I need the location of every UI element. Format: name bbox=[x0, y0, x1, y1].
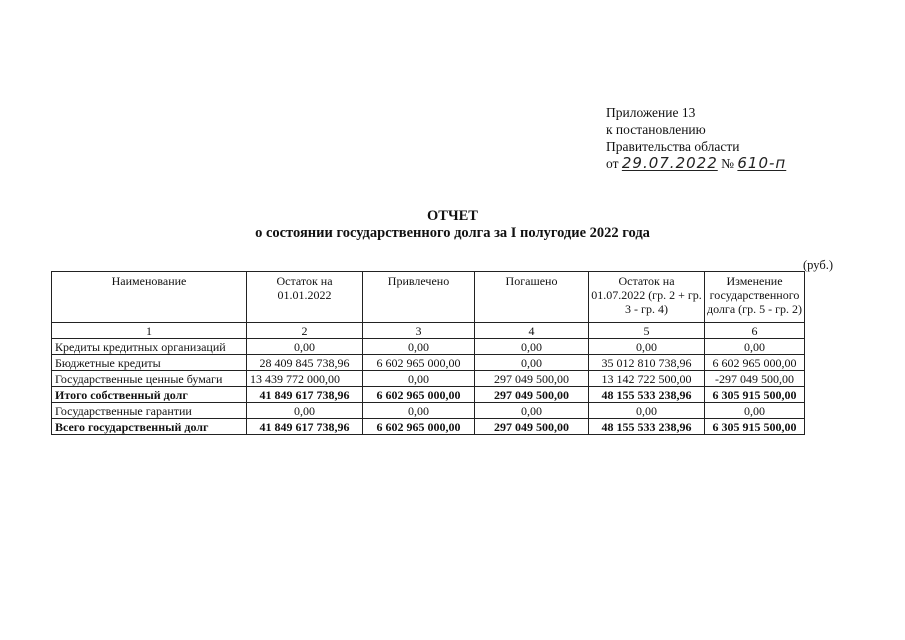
annex-line-resolution: к постановлению bbox=[606, 122, 706, 137]
header-balance-start: Остаток на 01.01.2022 bbox=[247, 272, 363, 323]
cell-balance-end: 35 012 810 738,96 bbox=[589, 355, 705, 371]
column-number: 6 bbox=[705, 323, 805, 339]
cell-repaid: 0,00 bbox=[475, 403, 589, 419]
cell-balance-end: 13 142 722 500,00 bbox=[589, 371, 705, 387]
cell-balance-start: 0,00 bbox=[247, 339, 363, 355]
cell-change: 6 305 915 500,00 bbox=[705, 387, 805, 403]
cell-balance-start: 28 409 845 738,96 bbox=[247, 355, 363, 371]
cell-attracted: 6 602 965 000,00 bbox=[363, 419, 475, 435]
column-number: 5 bbox=[589, 323, 705, 339]
handwritten-number: 610-п bbox=[737, 154, 787, 172]
row-name: Всего государственный долг bbox=[52, 419, 247, 435]
units-label: (руб.) bbox=[803, 258, 833, 272]
cell-attracted: 6 602 965 000,00 bbox=[363, 387, 475, 403]
cell-balance-end: 0,00 bbox=[589, 403, 705, 419]
table-row-total bbox=[52, 419, 805, 435]
cell-change: -297 049 500,00 bbox=[705, 371, 805, 387]
cell-balance-start: 0,00 bbox=[247, 403, 363, 419]
table-row-subtotal bbox=[52, 387, 805, 403]
annex-date-number-line bbox=[606, 155, 786, 172]
cell-repaid: 297 049 500,00 bbox=[475, 371, 589, 387]
cell-attracted: 0,00 bbox=[363, 403, 475, 419]
table-row bbox=[52, 403, 805, 419]
annex-block bbox=[606, 104, 786, 172]
annex-number-label: № bbox=[721, 156, 735, 171]
header-change: Изменение государственного долга (гр. 5 - гр. 2) bbox=[705, 272, 805, 323]
cell-repaid: 0,00 bbox=[475, 339, 589, 355]
cell-balance-start: 41 849 617 738,96 bbox=[247, 387, 363, 403]
annex-line-appendix: Приложение 13 bbox=[606, 105, 696, 120]
debt-report-table bbox=[51, 271, 805, 435]
cell-change: 6 602 965 000,00 bbox=[705, 355, 805, 371]
cell-repaid: 0,00 bbox=[475, 355, 589, 371]
header-name: Наименование bbox=[52, 272, 247, 323]
column-number: 4 bbox=[475, 323, 589, 339]
column-numbers-row bbox=[52, 323, 805, 339]
row-name: Итого собственный долг bbox=[52, 387, 247, 403]
column-number: 1 bbox=[52, 323, 247, 339]
cell-attracted: 0,00 bbox=[363, 371, 475, 387]
table-row bbox=[52, 355, 805, 371]
column-number: 3 bbox=[363, 323, 475, 339]
cell-balance-start: 41 849 617 738,96 bbox=[247, 419, 363, 435]
handwritten-date: 29.07.2022 bbox=[621, 154, 718, 172]
cell-balance-end: 48 155 533 238,96 bbox=[589, 387, 705, 403]
cell-attracted: 0,00 bbox=[363, 339, 475, 355]
cell-balance-end: 48 155 533 238,96 bbox=[589, 419, 705, 435]
row-name: Государственные ценные бумаги bbox=[52, 371, 247, 387]
annex-from-label: от bbox=[606, 156, 619, 171]
report-subheading: о состоянии государственного долга за I полугодие 2022 года bbox=[255, 225, 650, 241]
cell-attracted: 6 602 965 000,00 bbox=[363, 355, 475, 371]
cell-change: 0,00 bbox=[705, 403, 805, 419]
header-balance-end: Остаток на 01.07.2022 (гр. 2 + гр. 3 - гр. 4) bbox=[589, 272, 705, 323]
table-row bbox=[52, 339, 805, 355]
report-title-block bbox=[0, 208, 905, 242]
cell-change: 6 305 915 500,00 bbox=[705, 419, 805, 435]
annex-line-government: Правительства области bbox=[606, 139, 740, 154]
cell-repaid: 297 049 500,00 bbox=[475, 419, 589, 435]
column-number: 2 bbox=[247, 323, 363, 339]
header-repaid: Погашено bbox=[475, 272, 589, 323]
table-header-row bbox=[52, 272, 805, 323]
cell-repaid: 297 049 500,00 bbox=[475, 387, 589, 403]
header-attracted: Привлечено bbox=[363, 272, 475, 323]
row-name: Бюджетные кредиты bbox=[52, 355, 247, 371]
row-name: Кредиты кредитных организаций bbox=[52, 339, 247, 355]
report-heading: ОТЧЕТ bbox=[427, 208, 478, 224]
row-name: Государственные гарантии bbox=[52, 403, 247, 419]
cell-change: 0,00 bbox=[705, 339, 805, 355]
cell-balance-end: 0,00 bbox=[589, 339, 705, 355]
cell-balance-start: 13 439 772 000,00 bbox=[247, 371, 363, 387]
table-row bbox=[52, 371, 805, 387]
